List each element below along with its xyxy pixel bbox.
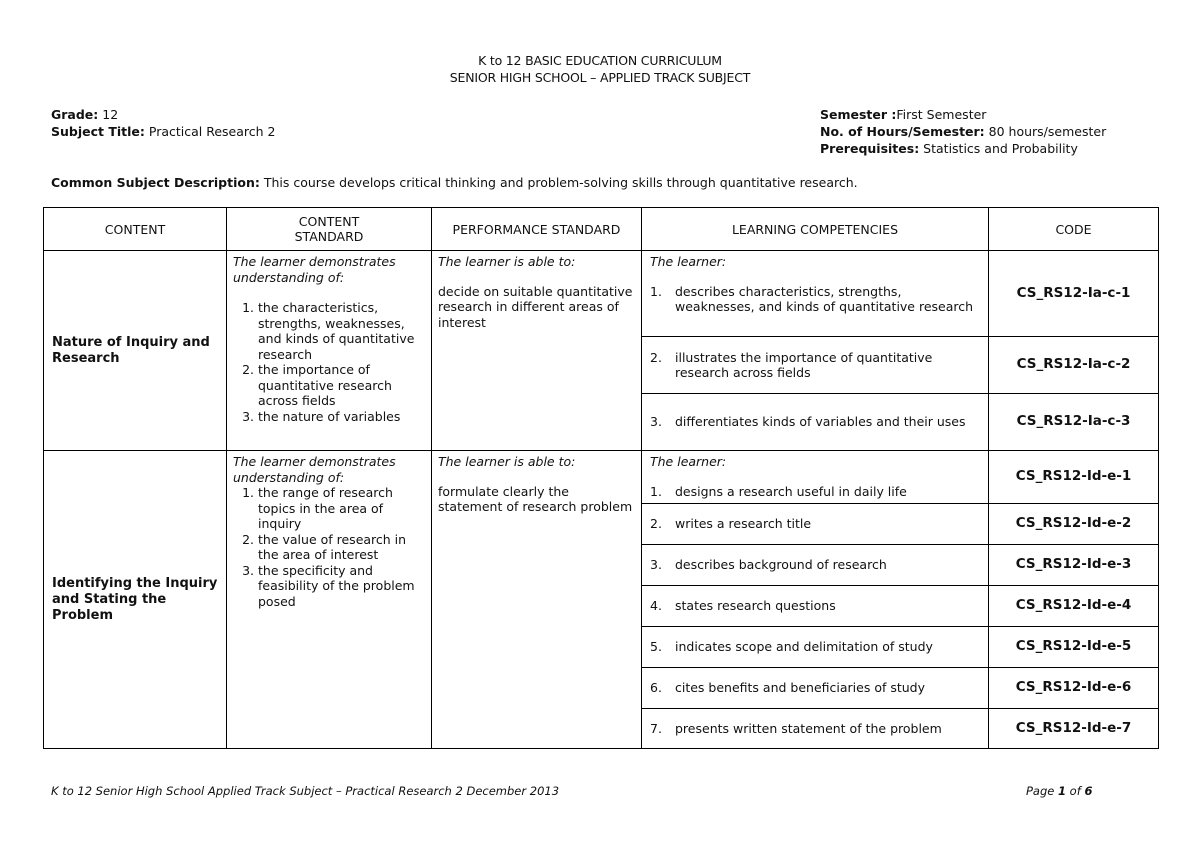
competency: The learner: 1. designs a research useful in daily life <box>642 451 989 504</box>
table-row <box>44 451 1159 504</box>
competency-code: CS_RS12-Id-e-4 <box>989 586 1159 627</box>
competency-code: CS_RS12-Id-e-3 <box>989 545 1159 586</box>
competency-code: CS_RS12-Ia-c-1 <box>989 251 1159 337</box>
competency: 3. differentiates kinds of variables and their uses <box>642 394 989 451</box>
competency-code: CS_RS12-Id-e-7 <box>989 709 1159 749</box>
hours-line: No. of Hours/Semester: 80 hours/semester <box>820 124 1107 139</box>
content-standard: The learner demonstrates understanding of: 1. the range of research topics in the area of inquiry 2. the value of research in the area of interest 3. the specificity and feasibility of the problem posed <box>227 451 432 749</box>
col-header-content: CONTENT <box>44 208 227 251</box>
curriculum-table <box>43 207 1159 749</box>
competency: 2. illustrates the importance of quantitative research across fields <box>642 337 989 394</box>
col-header-learning-competencies: LEARNING COMPETENCIES <box>642 208 989 251</box>
competency-code: CS_RS12-Id-e-5 <box>989 627 1159 668</box>
subject-description: Common Subject Description: This course develops critical thinking and problem-solving skills through quantitative research. <box>51 175 858 190</box>
meta-right <box>820 106 1106 157</box>
semester-line: Semester :First Semester <box>820 107 987 122</box>
competency: 7. presents written statement of the problem <box>642 709 989 749</box>
list-item: 2. the importance of quantitative research across fields <box>258 362 423 409</box>
competency-code: CS_RS12-Id-e-2 <box>989 504 1159 545</box>
competency: 6. cites benefits and beneficiaries of study <box>642 668 989 709</box>
col-header-code: CODE <box>989 208 1159 251</box>
content-topic: Identifying the Inquiry and Stating the Problem <box>44 451 227 749</box>
list-item: 1. the range of research topics in the area of inquiry <box>258 485 423 532</box>
competency: 5. indicates scope and delimitation of study <box>642 627 989 668</box>
document-subtitle: SENIOR HIGH SCHOOL – APPLIED TRACK SUBJECT <box>449 70 751 85</box>
table-header-row <box>44 208 1159 251</box>
col-header-performance-standard: PERFORMANCE STANDARD <box>432 208 642 251</box>
footer-title: K to 12 Senior High School Applied Track Subject – Practical Research 2 December 2013 <box>51 784 560 798</box>
list-item: 2. the value of research in the area of interest <box>258 532 423 563</box>
competency-code: CS_RS12-Ia-c-2 <box>989 337 1159 394</box>
document-title: K to 12 BASIC EDUCATION CURRICULUM <box>478 53 722 68</box>
table-row <box>44 251 1159 337</box>
competency-code: CS_RS12-Id-e-6 <box>989 668 1159 709</box>
competency: 2. writes a research title <box>642 504 989 545</box>
competency: 3. describes background of research <box>642 545 989 586</box>
list-item: 1. the characteristics, strengths, weaknesses, and kinds of quantitative research <box>258 300 423 362</box>
content-standard: The learner demonstrates understanding of: 1. the characteristics, strengths, weaknesses, and kinds of quantitative research 2. the importance of quantitative research across fields 3. the nature of variables <box>227 251 432 451</box>
competency: The learner: 1. describes characteristics, strengths, weaknesses, and kinds of quantitative research <box>642 251 989 337</box>
performance-standard: The learner is able to: decide on suitable quantitative research in different areas of interest <box>432 251 642 451</box>
page-number: Page 1 of 6 <box>1026 784 1093 798</box>
prerequisites-line: Prerequisites: Statistics and Probability <box>820 141 1078 156</box>
performance-standard: The learner is able to: formulate clearly the statement of research problem <box>432 451 642 749</box>
list-item: 3. the nature of variables <box>258 409 423 425</box>
content-topic: Nature of Inquiry and Research <box>44 251 227 451</box>
competency: 4. states research questions <box>642 586 989 627</box>
subject-title-line: Subject Title: Practical Research 2 <box>51 124 276 139</box>
col-header-content-standard: CONTENT STANDARD <box>227 208 432 251</box>
meta-left <box>51 106 276 140</box>
grade-line: Grade: 12 <box>51 107 119 122</box>
competency-code: CS_RS12-Ia-c-3 <box>989 394 1159 451</box>
competency-code: CS_RS12-Id-e-1 <box>989 451 1159 504</box>
list-item: 3. the specificity and feasibility of the problem posed <box>258 563 423 610</box>
